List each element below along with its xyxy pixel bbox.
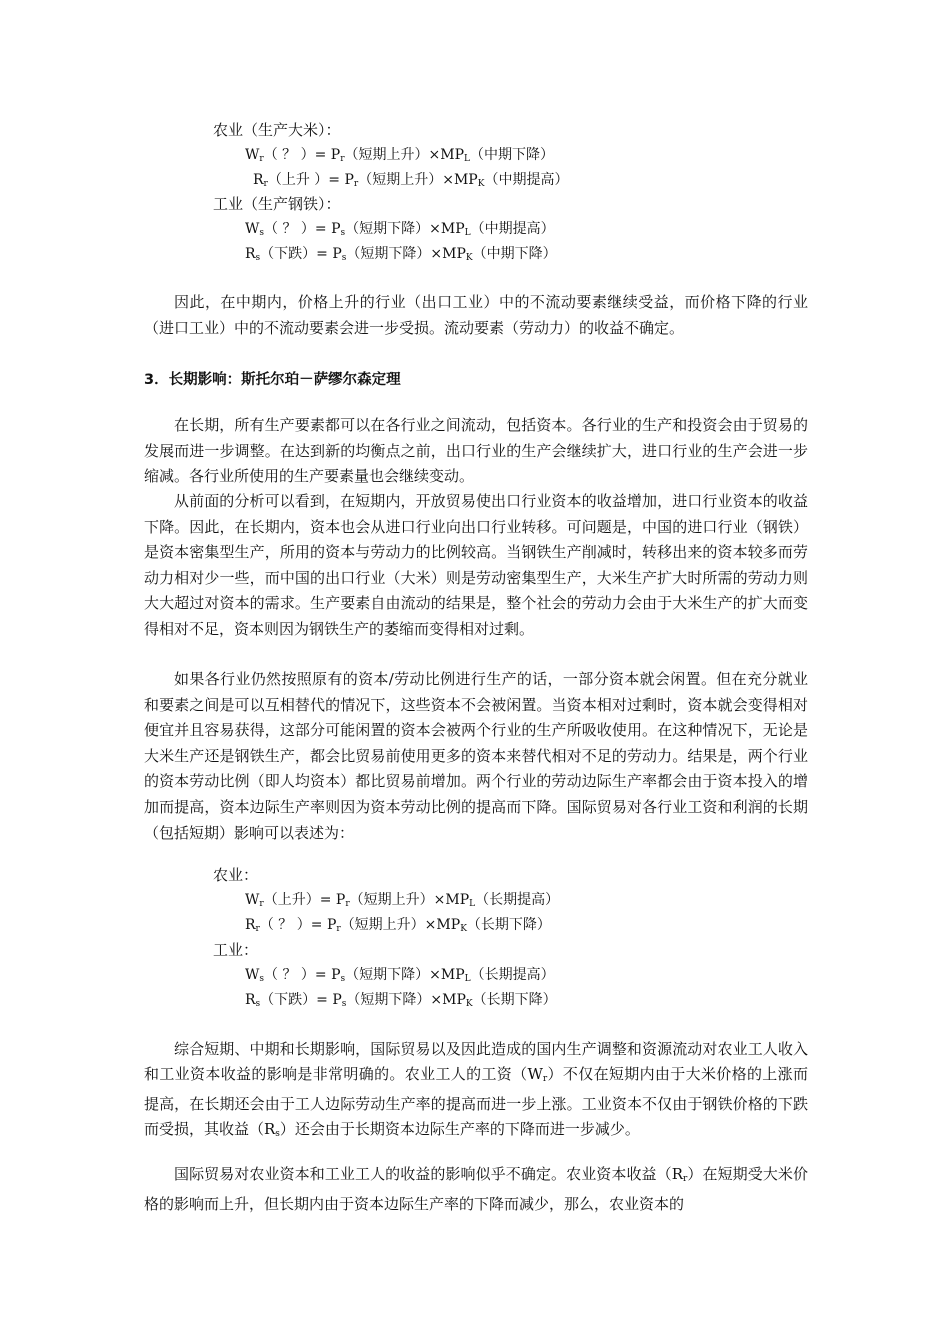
- long-agri-label: 农业：: [213, 866, 259, 884]
- long-term-paragraph-2: 从前面的分析可以看到，在短期内，开放贸易使出口行业资本的收益增加，进口行业资本的收益下降。因此，在长期内，资本也会从进口行业向出口行业转移。可问题是，中国的进口行业（钢铁）是资本密集型生产，所用的资本与劳动力的比例较高。当钢铁生产削减时，转移出来的资本较多而劳动力相对少一些，而中国的出口行业（大米）则是劳动密集型生产，大米生产扩大时所需的劳动力则大大超过对资本的需求。生产要素自由流动的结果是，整个社会的劳动力会由于大米生产的扩大而变得相对不足，资本则因为钢铁生产的萎缩而变得相对过剩。: [144, 492, 808, 638]
- mid-agri-wage-formula: $W_r$（ ？ ）= $P_r$（短期上升）$\times MP_L$（中期下降）: [245, 147, 555, 164]
- mid-ind-rent-formula: $R_s$（下跌）= $P_s$（短期下降）$\times MP_K$（中期下降）: [245, 246, 557, 263]
- long-term-paragraph-3: 如果各行业仍然按照原有的资本/劳动比例进行生产的话，一部分资本就会闲置。但在充分就业和要素之间是可以互相替代的情况下，这些资本不会被闲置。当资本相对过剩时，资本就会变得相对便宜并且容易获得，这部分可能闲置的资本会被两个行业的生产所吸收使用。在这种情况下，无论是大米生产还是钢铁生产，都会比贸易前使用更多的资本来替代相对不足的劳动力。结果是，两个行业的资本劳动比例（即人均资本）都比贸易前增加。两个行业的劳动边际生产率都会由于资本投入的增加而提高，资本边际生产率则因为资本劳动比例的提高而下降。国际贸易对各行业工资和利润的长期（包括短期）影响可以表述为：: [144, 670, 808, 842]
- mid-conclusion-paragraph: 因此，在中期内，价格上升的行业（出口工业）中的不流动要素继续受益，而价格下降的行业（进口工业）中的不流动要素会进一步受损。流动要素（劳动力）的收益不确定。: [144, 293, 808, 337]
- mid-agri-rent-formula: $R_r$（上升 ）= $P_r$（短期上升）$\times MP_K$（中期提高）: [253, 172, 569, 189]
- section-heading: 3．长期影响：斯托尔珀－萨缪尔森定理: [144, 372, 401, 388]
- long-ind-wage-formula: $W_s$（ ？ ）= $P_s$（短期下降）$\times MP_L$（长期提高）: [245, 967, 555, 984]
- long-ind-label: 工业：: [213, 941, 259, 959]
- long-agri-wage-formula: $W_r$（上升）= $P_r$（短期上升）$\times MP_L$（长期提高）: [245, 892, 560, 909]
- mid-agri-label: 农业（生产大米）：: [213, 121, 341, 139]
- summary-paragraph-1: 综合短期、中期和长期影响，国际贸易以及因此造成的国内生产调整和资源流动对农业工人收入和工业资本收益的影响是非常明确的。农业工人的工资$(W_r)$不仅在短期内由于大米价格的上涨而提高，在长期还会由于工人边际劳动生产率的提高而进一步上涨。工业资本不仅由于钢铁价格的下跌而受损，其收益$(R_s)$还会由于长期资本边际生产率的下降而进一步减少。: [144, 1040, 808, 1139]
- long-term-paragraph-1: 在长期，所有生产要素都可以在各行业之间流动，包括资本。各行业的生产和投资会由于贸易的发展而进一步调整。在达到新的均衡点之前，出口行业的生产会继续扩大，进口行业的生产会进一步缩减。各行业所使用的生产要素量也会继续变动。: [144, 416, 808, 486]
- long-ind-rent-formula: $R_s$（下跌）= $P_s$（短期下降）$\times MP_K$（长期下降）: [245, 992, 557, 1009]
- long-agri-rent-formula: $R_r$（ ？ ）= $P_r$（短期上升）$\times MP_K$（长期下降）: [245, 917, 551, 934]
- mid-ind-wage-formula: $W_s$（ ？ ）= $P_s$（短期下降）$\times MP_L$（中期提高）: [245, 221, 555, 238]
- summary-paragraph-2: 国际贸易对农业资本和工业工人的收益的影响似乎不确定。农业资本收益$(R_r)$在短期受大米价格的影响而上升，但长期内由于资本边际生产率的下降而减少，那么，农业资本的: [144, 1165, 808, 1213]
- mid-ind-label: 工业（生产钢铁）：: [213, 195, 341, 213]
